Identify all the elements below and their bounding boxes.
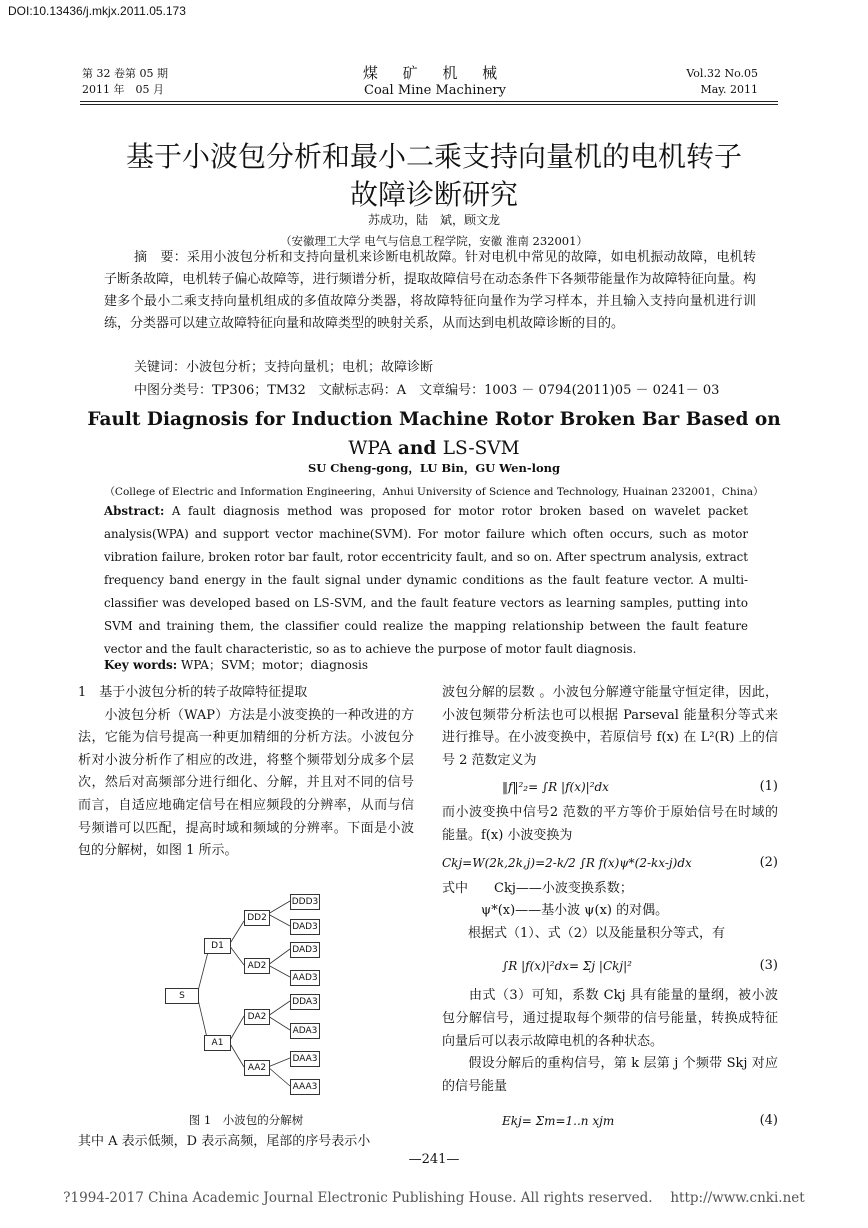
volume-en: Vol.32 No.05 (686, 67, 758, 80)
left-column (78, 682, 414, 863)
title-en-wpa: WPA (348, 438, 392, 459)
keywords-en (104, 656, 368, 673)
title-cn-line-1: 基于小波包分析和最小二乘支持向量机的电机转子 (125, 140, 742, 173)
authors-cn: 苏成功，陆 斌，顾文龙 (367, 213, 500, 227)
title-cn-line-2: 故障诊断研究 (349, 178, 518, 211)
section-1-title: 1 基于小波包分析的转子故障特征提取 (78, 685, 308, 700)
title-en-line-2 (0, 434, 868, 463)
page-number: —241— (408, 1152, 460, 1167)
affiliation-en: （College of Electric and Information Engineering，Anhui University of Science and Technology, Huainan 232001，China） (104, 486, 764, 498)
title-en (0, 405, 868, 463)
equation-4 (442, 1098, 778, 1138)
equation-4-number: (4) (759, 1113, 778, 1129)
header-left (82, 66, 168, 98)
title-en-and: and (391, 438, 443, 459)
tree-node-dd2: DD2 (244, 910, 270, 926)
affiliation-cn: （安徽理工大学 电气与信息工程学院，安徽 淮南 232001） (280, 234, 588, 248)
figure-1-caption: 图 1 小波包的分解树 (188, 1113, 304, 1127)
title-en-lssvm: LS-SVM (442, 438, 520, 459)
abstract-cn: 摘 要：采用小波包分析和支持向量机来诊断电机故障。针对电机中常见的故障，如电机振动故障，电机转子断条故障，电机转子偏心故障等，进行频谱分析，提取故障信号在动态条件下各频带能量作为故障特征向量。构建多个最小二乘支持向量机组成的多值故障分类器，将故障特征向量作为学习样本，并且输入支持向量机进行训练，分类器可以建立故障特征向量和故障类型的映射关系，从而达到电机故障诊断的目的。 (104, 250, 756, 331)
tree-node-dad3-b: DAD3 (290, 942, 320, 958)
left-column-bottom: 其中 A 表示低频，D 表示高频，尾部的序号表示小 (78, 1134, 371, 1149)
tree-node-a1: A1 (204, 1035, 231, 1051)
journal-name-cn: 煤 矿 机 械 (362, 64, 508, 82)
equation-4-formula: Ekj= Σm=1..n xjm (502, 1114, 615, 1129)
left-paragraph: 小波包分析（WAP）方法是小波变换的一种改进的方法，它能为信号提高一种更加精细的分析方法。小波包分析对小波分析作了相应的改进，将整个频带划分成多个层次，然后对高频部分进行细化、分解，并且对不同的信号而言，自适应地确定信号在相应频段的分辨率，从而与信号频谱可以匹配，提高时域和频域的分辨率。下面是小波包的分解树，如图 1 所示。 (78, 707, 414, 859)
abstract-en (104, 500, 748, 661)
keywords-en-label: Key words: (104, 658, 178, 672)
tree-node-aa2: AA2 (244, 1060, 270, 1076)
abstract-en-label: Abstract: (104, 504, 165, 518)
doi: DOI:10.13436/j.mkjx.2011.05.173 (8, 4, 186, 18)
date-en: May. 2011 (700, 83, 758, 96)
right-paragraph-1: 波包分解的层数 。小波包分解遵守能量守恒定律，因此，小波包频带分析法也可以根据 Parseval 能量积分等式来进行推导。在小波变换中，若原信号 f(x) 在 L²(R) 上的信号 2 范数定义为 (442, 685, 778, 768)
equation-2-formula: Ckj=W(2k,2k,j)=2-k/2 ∫R f(x)ψ*(2-kx-j)dx (442, 855, 692, 870)
right-column (442, 682, 778, 1138)
tree-node-ada3: ADA3 (290, 1023, 320, 1039)
right-paragraph-3b: ψ*(x)——基小波 ψ(x) 的对偶。 (442, 903, 669, 919)
header-right (686, 66, 758, 98)
right-paragraph-3a: 式中 Ckj——小波变换系数； (442, 880, 633, 896)
tree-node-daa3: DAA3 (290, 1051, 320, 1067)
copyright-footer: ?1994-2017 China Academic Journal Electronic Publishing House. All rights reserved. http://www.cnki.net (63, 1190, 805, 1206)
equation-3-number: (3) (759, 958, 778, 974)
equation-2 (442, 848, 778, 878)
tree-node-d1: D1 (204, 938, 231, 954)
journal-name-en: Coal Mine Machinery (364, 83, 506, 98)
right-paragraph-2: 而小波变换中信号2 范数的平方等价于原始信号在时域的能量。f(x) 小波变换为 (442, 805, 778, 843)
date-cn: 2011 年 05 月 (82, 83, 164, 96)
equation-1 (442, 772, 778, 802)
tree-node-ad2: AD2 (244, 958, 270, 974)
equation-2-number: (2) (759, 854, 778, 870)
tree-node-dad3-a: DAD3 (290, 919, 320, 935)
header-center (330, 64, 540, 100)
equation-3-formula: ∫R |f(x)|²dx= Σj |Ckj|² (502, 959, 632, 974)
keywords-en-text: WPA；SVM；motor；diagnosis (177, 658, 368, 672)
figure-1-tree (160, 888, 335, 1100)
classification-cn: 中图分类号：TP306；TM32 文献标志码：A 文章编号：1003 － 0794(2011)05 － 0241－ 03 (134, 383, 720, 398)
equation-1-formula: ‖f‖²₂= ∫R |f(x)|²dx (502, 780, 609, 795)
tree-node-da2: DA2 (244, 1009, 270, 1025)
title-cn (40, 138, 828, 214)
equation-3 (442, 945, 778, 985)
right-paragraph-4: 由式（3）可知，系数 Ckj 具有能量的量纲，被小波包分解信号，通过提取每个频带的信号能量，转换成特征向量后可以表示故障电机的各种状态。 (442, 988, 778, 1049)
abstract-en-text: A fault diagnosis method was proposed for motor rotor broken based on wavelet packet analysis(WPA) and support vector machine(SVM). For motor failure which often occurs, such as motor vibration failure, broken rotor bar fault, rotor eccentricity fault, and so on. After spectrum analysis, extract frequency band energy in the fault signal under dynamic conditions as the fault feature vector. A multi-classifier was developed based on LS-SVM, and the fault feature vectors as learning samples, putting into SVM and training them, the classifier could realize the mapping relationship between the fault feature vector and the fault characteristic, so as to achieve the purpose of motor fault diagnosis. (104, 504, 748, 656)
right-paragraph-3c: 根据式（1）、式（2）以及能量积分等式，有 (442, 925, 726, 941)
tree-node-dda3: DDA3 (290, 994, 320, 1010)
authors-en: SU Cheng-gong，LU Bin，GU Wen-long (307, 461, 561, 475)
equation-1-number: (1) (759, 779, 778, 795)
volume-cn: 第 32 卷第 05 期 (82, 67, 168, 80)
tree-node-aad3: AAD3 (290, 970, 320, 986)
tree-node-s: S (165, 988, 199, 1004)
header-rule-2 (80, 104, 778, 105)
right-paragraph-5: 假设分解后的重构信号，第 k 层第 j 个频带 Skj 对应的信号能量 (442, 1056, 778, 1094)
tree-node-ddd3: DDD3 (290, 894, 320, 910)
keywords-cn: 关键词：小波包分析；支持向量机；电机；故障诊断 (134, 360, 434, 375)
tree-node-aaa3: AAA3 (290, 1079, 320, 1095)
title-en-line-1: Fault Diagnosis for Induction Machine Rotor Broken Bar Based on (87, 409, 781, 430)
header-rule (80, 101, 778, 102)
